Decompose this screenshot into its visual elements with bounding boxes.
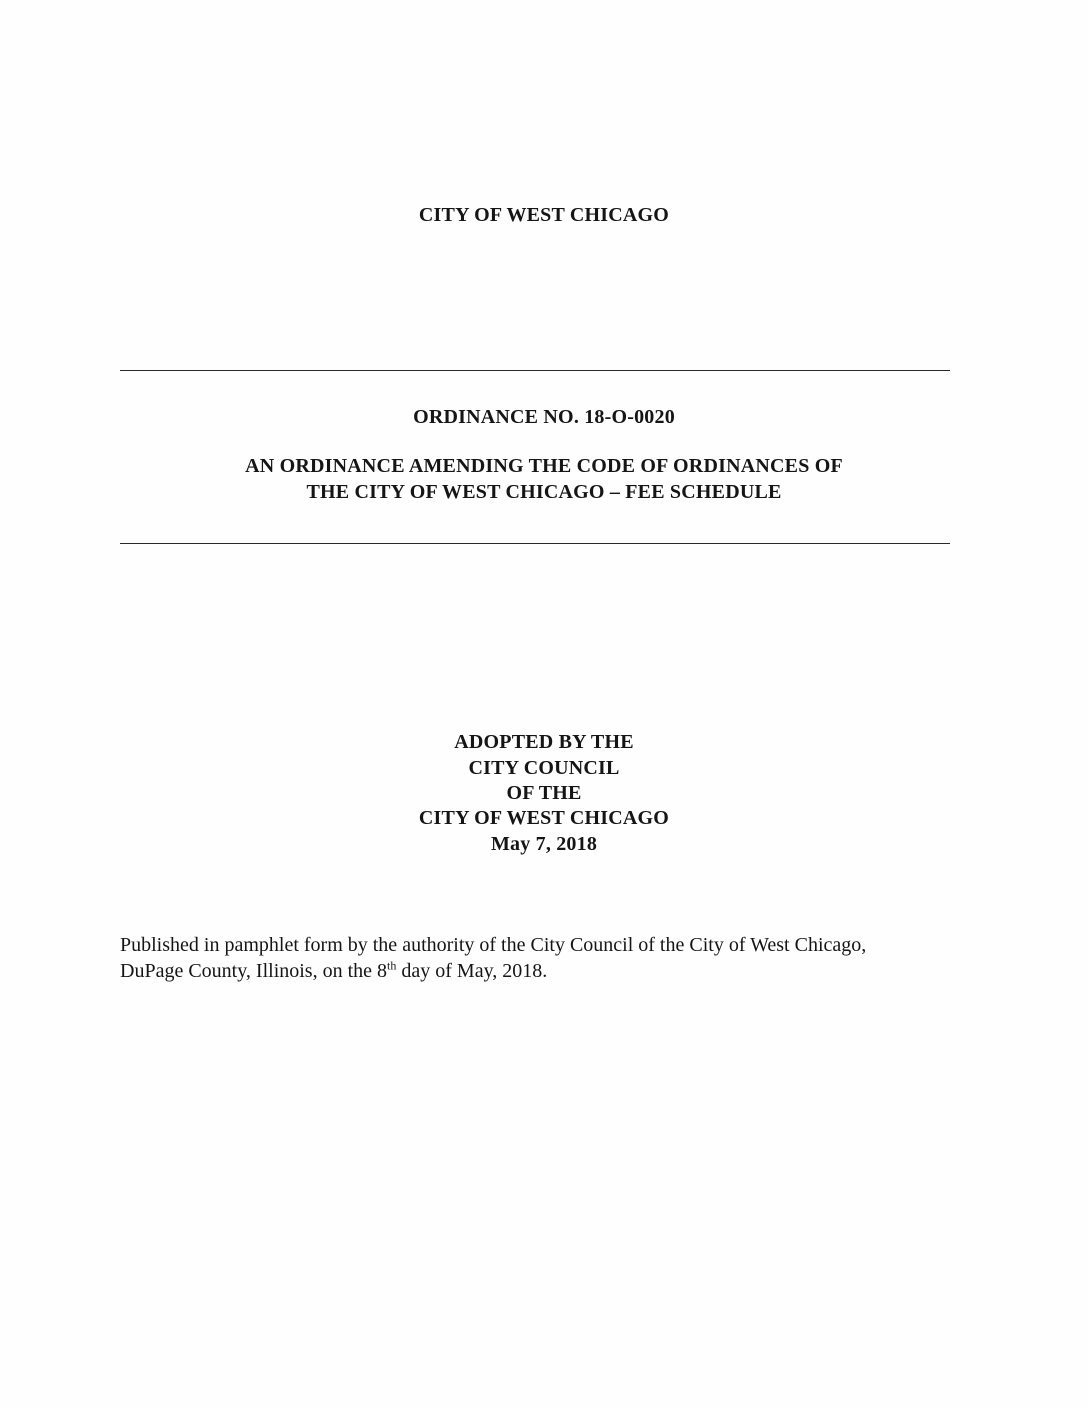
- ordinance-title-line-2: THE CITY OF WEST CHICAGO – FEE SCHEDULE: [306, 481, 782, 503]
- publication-line-2-end: day of May, 2018.: [396, 960, 548, 982]
- publication-line-2-start: DuPage County, Illinois, on the 8: [120, 960, 388, 982]
- publication-line-2: [120, 958, 980, 984]
- ordinance-title-line-1: AN ORDINANCE AMENDING THE CODE OF ORDINANCES OF: [245, 455, 843, 477]
- ordinance-number: ORDINANCE NO. 18-O-0020: [413, 406, 675, 428]
- top-rule: [120, 370, 950, 371]
- adopted-line-4: CITY OF WEST CHICAGO: [418, 807, 670, 829]
- adopted-line-1: ADOPTED BY THE: [454, 731, 634, 753]
- city-heading: CITY OF WEST CHICAGO: [418, 204, 670, 226]
- adoption-date: May 7, 2018: [490, 833, 598, 855]
- ordinal-suffix: th: [387, 958, 397, 973]
- adopted-line-3: OF THE: [506, 782, 582, 804]
- adopted-line-2: CITY COUNCIL: [468, 757, 620, 779]
- bottom-rule: [120, 543, 950, 544]
- publication-statement: [120, 932, 980, 984]
- publication-line-1: Published in pamphlet form by the authority of the City Council of the City of West Chicago,: [120, 934, 867, 956]
